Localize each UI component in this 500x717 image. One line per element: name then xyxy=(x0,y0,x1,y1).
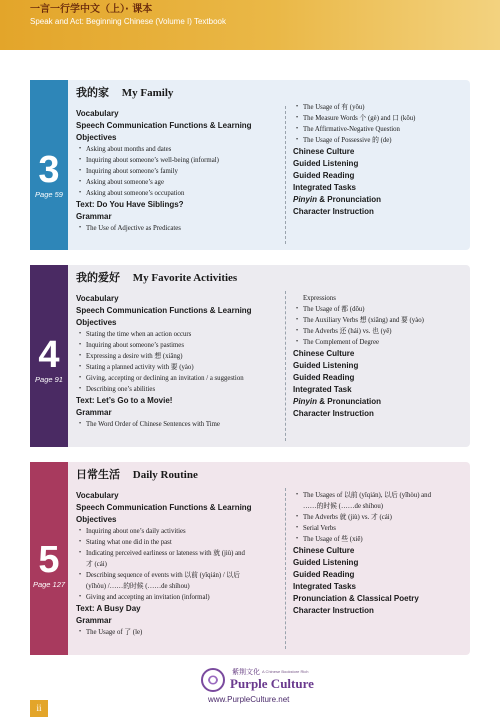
outline-item: • Describing sequence of events with 以前 (yǐqián) / 以后 xyxy=(76,570,282,581)
section-heading: Text: Do You Have Siblings? xyxy=(76,200,184,209)
watermark-tagline: A Chinese Bookstore Rich xyxy=(262,669,309,674)
section-heading: Pronunciation & Classical Poetry xyxy=(293,594,419,603)
outline-item: • Stating what one did in the past xyxy=(76,537,282,548)
outline-item: • Asking about someone’s age xyxy=(76,177,282,188)
section-heading: Character Instruction xyxy=(293,606,374,615)
outline-item: (yǐhòu) /……的时候 (……de shíhou) xyxy=(86,583,190,590)
watermark-url: www.PurpleCulture.net xyxy=(208,695,290,704)
outline-item: • The Adverbs 还 (hái) vs. 也 (yě) xyxy=(293,326,471,337)
outline-item: • Asking about months and dates xyxy=(76,144,282,155)
section-heading: Chinese Culture xyxy=(293,147,355,156)
outline-item: Expressions xyxy=(303,295,336,302)
outline-item: ……的时候 (……de shíhou) xyxy=(303,503,384,510)
outline-item: • Asking about someone’s occupation xyxy=(76,188,282,199)
outline-item: • Stating the time when an action occurs xyxy=(76,329,282,340)
column-divider xyxy=(285,106,286,244)
section-heading: Vocabulary xyxy=(76,294,119,303)
section-heading: Guided Reading xyxy=(293,171,355,180)
unit-title-cn: 我的家 xyxy=(76,86,109,99)
outline-item: 才 (cái) xyxy=(86,561,107,568)
unit-title-en: Daily Routine xyxy=(132,469,198,481)
unit-title xyxy=(76,466,198,482)
section-heading: Character Instruction xyxy=(293,409,374,418)
watermark-name: Purple Culture xyxy=(230,676,314,691)
outline-item: • Inquiring about someone’s well-being (informal) xyxy=(76,155,282,166)
unit-title-cn: 日常生活 xyxy=(76,468,120,481)
page-header xyxy=(0,0,500,50)
outline-item: • The Use of Adjective as Predicates xyxy=(76,223,282,234)
section-heading: Objectives xyxy=(76,133,117,142)
section-heading: Grammar xyxy=(76,408,112,417)
purple-culture-logo-icon xyxy=(200,667,226,693)
section-heading: Grammar xyxy=(76,616,112,625)
outline-item: • The Usage of 些 (xiē) xyxy=(293,534,471,545)
section-heading: Guided Listening xyxy=(293,159,359,168)
section-heading: Vocabulary xyxy=(76,109,119,118)
section-heading: Chinese Culture xyxy=(293,349,355,358)
outline-item: • The Usage of 有 (yǒu) xyxy=(293,102,471,113)
section-heading: Pinyin & Pronunciation xyxy=(293,397,382,406)
section-heading: Objectives xyxy=(76,318,117,327)
section-heading: Objectives xyxy=(76,515,117,524)
unit-5-panel xyxy=(30,462,470,655)
section-heading: Pinyin & Pronunciation xyxy=(293,195,382,204)
unit-4-panel xyxy=(30,265,470,447)
unit-right-column xyxy=(293,293,471,420)
page-number: ii xyxy=(30,700,48,717)
book-title-en: Speak and Act: Beginning Chinese (Volume I) Textbook xyxy=(30,17,226,26)
outline-item: • Expressing a desire with 想 (xiǎng) xyxy=(76,351,282,362)
outline-item: • Stating a planned activity with 要 (yào) xyxy=(76,362,282,373)
outline-item: • The Auxiliary Verbs 想 (xiǎng) and 要 (yào) xyxy=(293,315,471,326)
outline-item: • The Usage of Possessive 的 (de) xyxy=(293,135,471,146)
section-heading: Guided Listening xyxy=(293,361,359,370)
outline-item: • Inquiring about one’s daily activities xyxy=(76,526,282,537)
outline-item: • Inquiring about someone’s family xyxy=(76,166,282,177)
section-heading: Chinese Culture xyxy=(293,546,355,555)
unit-number: 5 xyxy=(38,539,60,581)
unit-title-en: My Favorite Activities xyxy=(132,272,238,284)
outline-item: • Describing one’s abilities xyxy=(76,384,282,395)
outline-item: • The Measure Words 个 (gè) and 口 (kǒu) xyxy=(293,113,471,124)
outline-item: • Giving, accepting or declining an invitation / a suggestion xyxy=(76,373,282,384)
unit-left-column xyxy=(76,293,282,430)
outline-item: • The Complement of Degree xyxy=(293,337,471,348)
outline-item: • Giving and accepting an invitation (informal) xyxy=(76,592,282,603)
unit-right-column xyxy=(293,102,471,218)
watermark-cn: 紫荆文化 xyxy=(232,668,260,676)
section-heading: Speech Communication Functions & Learning xyxy=(76,121,252,130)
unit-left-column xyxy=(76,108,282,234)
column-divider xyxy=(285,291,286,441)
section-heading: Speech Communication Functions & Learning xyxy=(76,306,252,315)
book-title-cn: 一言一行学中文（上）· 课本 xyxy=(30,4,153,15)
unit-left-column xyxy=(76,490,282,638)
section-heading: Speech Communication Functions & Learning xyxy=(76,503,252,512)
outline-item: • Inquiring about someone’s pastimes xyxy=(76,340,282,351)
section-heading: Text: Let’s Go to a Movie! xyxy=(76,396,173,405)
section-heading: Grammar xyxy=(76,212,112,221)
unit-page-ref: Page 127 xyxy=(32,580,66,589)
section-heading: Vocabulary xyxy=(76,491,119,500)
unit-number: 3 xyxy=(38,149,60,191)
outline-item: • The Affirmative-Negative Question xyxy=(293,124,471,135)
unit-title-cn: 我的爱好 xyxy=(76,271,120,284)
outline-item: • The Usages of 以前 (yǐqián), 以后 (yǐhòu) and xyxy=(293,490,471,501)
outline-item: • The Word Order of Chinese Sentences with Time xyxy=(76,419,282,430)
unit-title xyxy=(76,84,173,100)
unit-3-panel xyxy=(30,80,470,250)
outline-item: • Serial Verbs xyxy=(293,523,471,534)
section-heading: Integrated Tasks xyxy=(293,582,356,591)
unit-right-column xyxy=(293,490,471,617)
outline-item: • The Usage of 了 (le) xyxy=(76,627,282,638)
outline-item: • The Adverbs 就 (jiù) vs. 才 (cái) xyxy=(293,512,471,523)
section-heading: Character Instruction xyxy=(293,207,374,216)
section-heading: Guided Listening xyxy=(293,558,359,567)
unit-title xyxy=(76,269,237,285)
column-divider xyxy=(285,488,286,649)
section-heading: Integrated Tasks xyxy=(293,183,356,192)
unit-number: 4 xyxy=(38,334,60,376)
outline-item: • The Usage of 都 (dōu) xyxy=(293,304,471,315)
unit-page-ref: Page 91 xyxy=(35,375,63,384)
unit-title-en: My Family xyxy=(121,87,174,99)
section-heading: Guided Reading xyxy=(293,570,355,579)
section-heading: Guided Reading xyxy=(293,373,355,382)
unit-page-ref: Page 59 xyxy=(35,190,63,199)
section-heading: Text: A Busy Day xyxy=(76,604,141,613)
outline-item: • Indicating perceived earliness or lateness with 就 (jiù) and xyxy=(76,548,282,559)
section-heading: Integrated Task xyxy=(293,385,352,394)
